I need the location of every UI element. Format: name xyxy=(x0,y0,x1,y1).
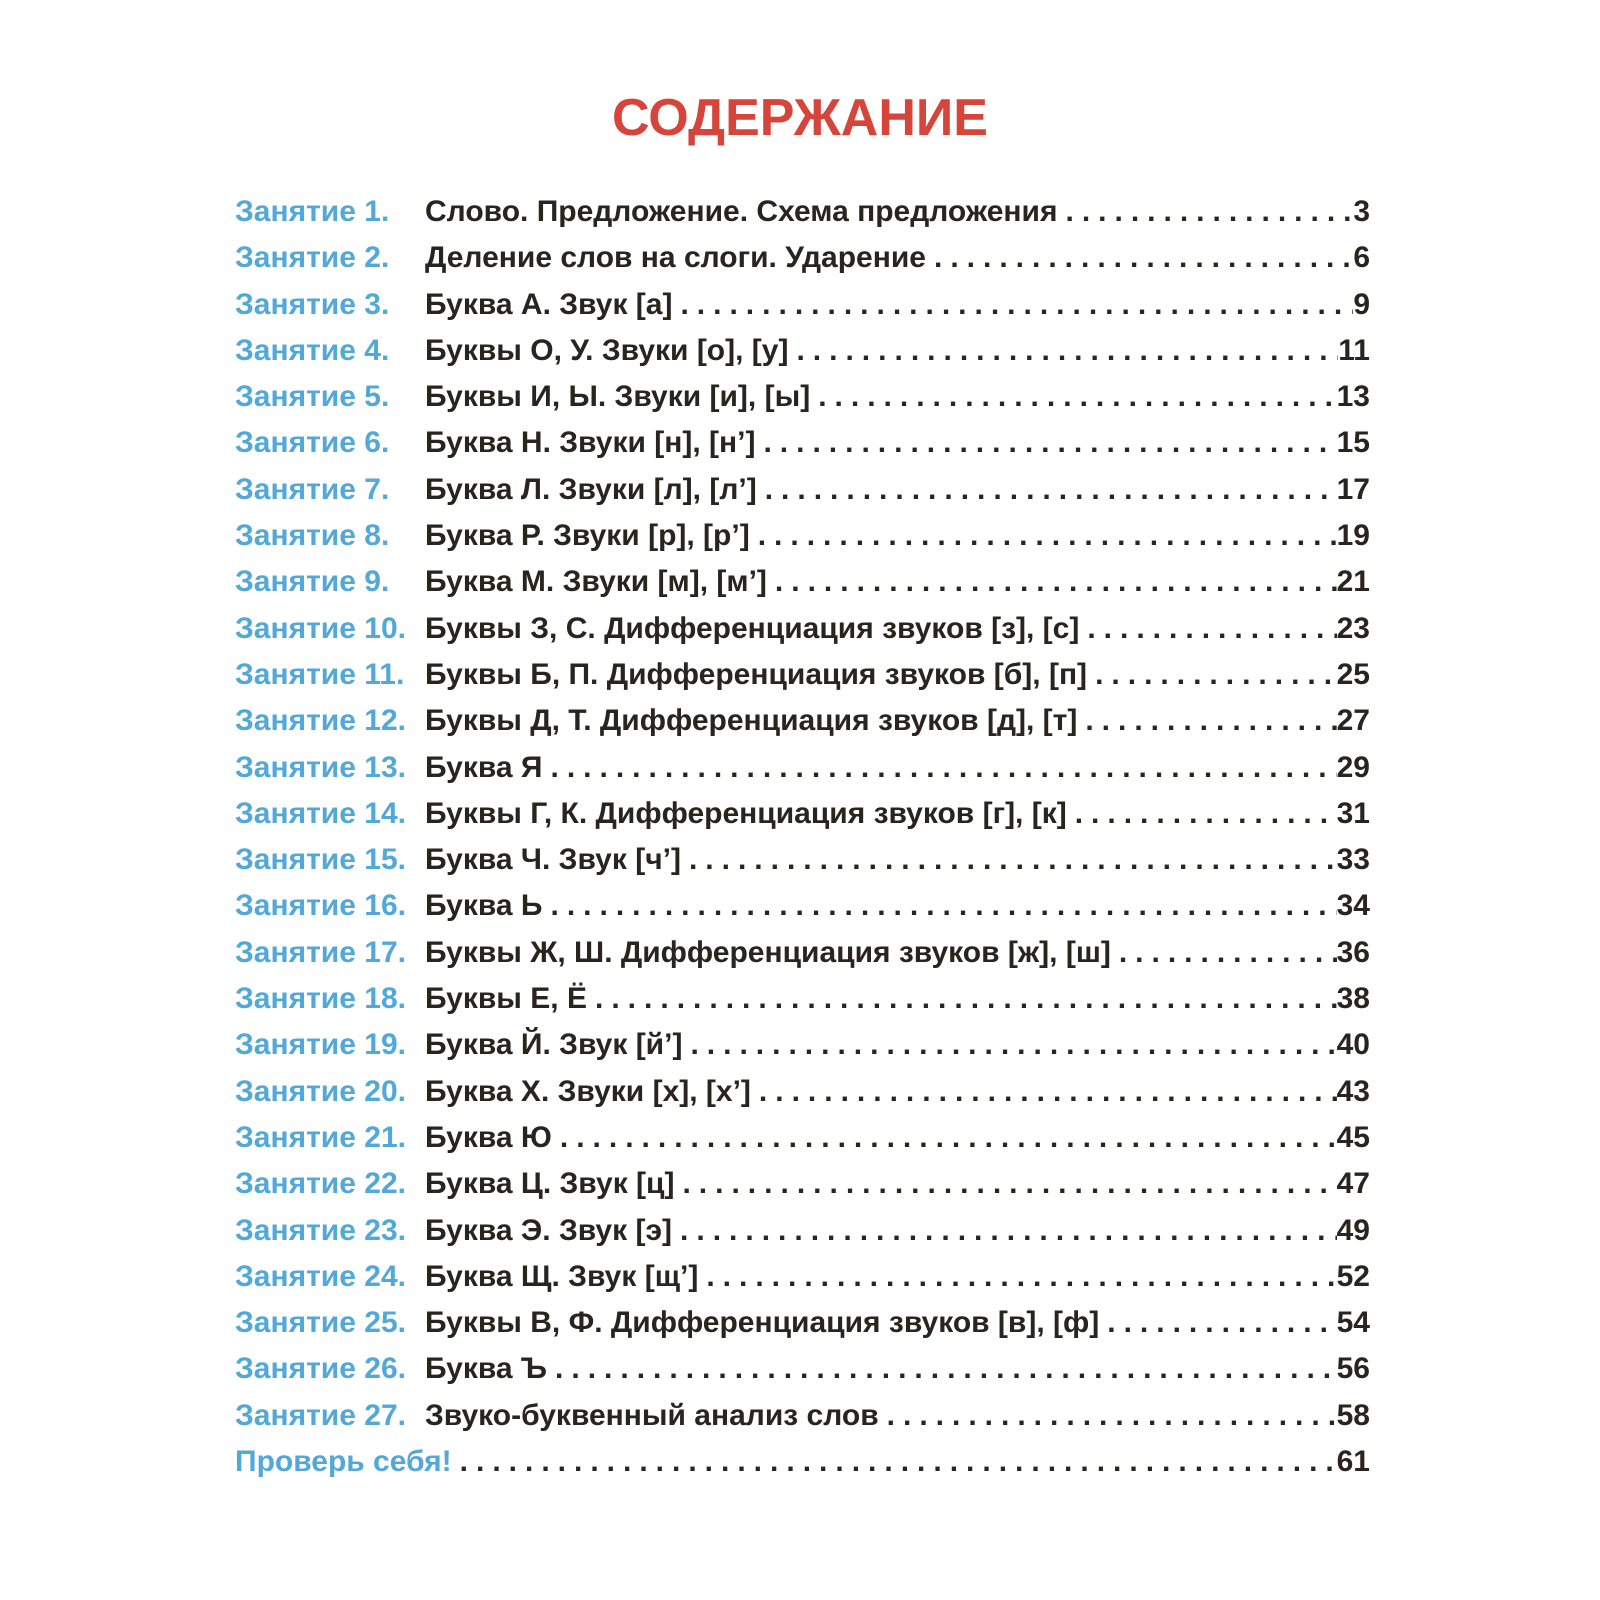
toc-entry-page: 61 xyxy=(1336,1445,1370,1479)
toc-dot-leader xyxy=(796,328,1338,374)
toc-entry-page: 43 xyxy=(1336,1074,1370,1108)
toc-dot-leader xyxy=(1087,606,1336,652)
toc-dot-leader xyxy=(1119,930,1337,976)
toc-dot-leader xyxy=(551,883,1337,929)
toc-dot-leader xyxy=(775,559,1337,605)
toc-entry xyxy=(235,1254,1370,1300)
toc-entry-title: Буква Н. Звуки [н], [н’] xyxy=(425,426,756,460)
toc-entry xyxy=(235,1069,1370,1115)
toc-entry-label: Занятие 6. xyxy=(235,426,390,460)
toc-entry xyxy=(235,1300,1370,1346)
toc-entry-title: Буква Р. Звуки [р], [р’] xyxy=(425,519,750,553)
toc-entry-title: Буквы Д, Т. Дифференциация звуков [д], [т] xyxy=(425,704,1078,738)
toc-dot-leader xyxy=(1075,791,1337,837)
toc-entry-page: 47 xyxy=(1336,1167,1370,1201)
toc-entry-title: Буквы И, Ы. Звуки [и], [ы] xyxy=(425,380,811,414)
toc-dot-leader xyxy=(763,420,1336,466)
toc-entry-label: Занятие 12. xyxy=(235,704,406,738)
toc-entry-label: Занятие 4. xyxy=(235,333,390,367)
toc-entry-title: Буквы Ж, Ш. Дифференциация звуков [ж], [ш] xyxy=(425,935,1111,969)
toc-entry-page: 45 xyxy=(1336,1120,1370,1154)
toc-entry-title: Буква Ю xyxy=(425,1120,552,1154)
toc-entry-page: 38 xyxy=(1336,982,1370,1016)
toc-entry-label: Занятие 16. xyxy=(235,889,406,923)
toc-entry-page: 23 xyxy=(1336,611,1370,645)
toc-entry-label: Занятие 1. xyxy=(235,195,390,228)
toc-dot-leader xyxy=(934,235,1353,281)
toc-entry-title: Буква Э. Звук [э] xyxy=(425,1213,673,1247)
toc-entry-label: Занятие 26. xyxy=(235,1352,406,1386)
toc-dot-leader xyxy=(689,837,1337,883)
toc-entry xyxy=(235,698,1370,744)
toc-entry-title: Буквы Г, К. Дифференциация звуков [г], [к] xyxy=(425,796,1067,830)
toc-entry xyxy=(235,745,1370,791)
toc-dot-leader xyxy=(560,1115,1337,1161)
toc-dot-leader xyxy=(460,1439,1337,1485)
toc-entry-label: Занятие 23. xyxy=(235,1213,406,1247)
toc-entry xyxy=(235,513,1370,559)
toc-dot-leader xyxy=(1085,698,1336,744)
toc-entry-title: Буквы Б, П. Дифференциация звуков [б], [п] xyxy=(425,657,1088,691)
toc-entry-label: Занятие 2. xyxy=(235,241,390,275)
toc-dot-leader xyxy=(758,513,1337,559)
toc-entry xyxy=(235,1439,1370,1485)
toc-dot-leader xyxy=(818,374,1336,420)
toc-entry-label: Занятие 18. xyxy=(235,982,406,1016)
toc-entry xyxy=(235,559,1370,605)
toc-entry-title: Буква Й. Звук [й’] xyxy=(425,1028,683,1062)
toc-entry-label: Занятие 21. xyxy=(235,1120,406,1154)
toc-entry xyxy=(235,837,1370,883)
toc-entry-title: Буква А. Звук [а] xyxy=(425,287,673,321)
toc-entry-page: 11 xyxy=(1338,333,1370,367)
toc-entry-page: 33 xyxy=(1336,843,1370,877)
toc-dot-leader xyxy=(887,1393,1337,1439)
toc-entry-page: 27 xyxy=(1336,704,1370,738)
toc-entry-page: 49 xyxy=(1336,1213,1370,1247)
toc-entry xyxy=(235,467,1370,513)
toc-entry xyxy=(235,189,1370,235)
toc-entry-page: 15 xyxy=(1336,426,1370,460)
toc-entry-title: Буквы В, Ф. Дифференциация звуков [в], [ф] xyxy=(425,1306,1100,1340)
toc-entry-label: Занятие 11. xyxy=(235,657,405,691)
toc-entry-title: Буква Щ. Звук [щ’] xyxy=(425,1259,699,1293)
toc-entry-label: Занятие 8. xyxy=(235,519,390,553)
toc-entry-title: Буква Ц. Звук [ц] xyxy=(425,1167,675,1201)
toc-dot-leader xyxy=(682,1161,1336,1207)
toc-entry-label: Занятие 27. xyxy=(235,1398,406,1432)
toc-entry-title: Буква Я xyxy=(425,750,543,784)
toc-entry-title: Буквы З, С. Дифференциация звуков [з], [с] xyxy=(425,611,1080,645)
toc-entry-title: Деление слов на слоги. Ударение xyxy=(425,241,926,275)
toc-dot-leader xyxy=(765,467,1337,513)
toc-entry-page: 3 xyxy=(1353,195,1370,228)
toc-entry xyxy=(235,976,1370,1022)
toc-entry-title: Звуко-буквенный анализ слов xyxy=(425,1398,879,1432)
toc-entry xyxy=(235,1022,1370,1068)
toc-dot-leader xyxy=(1107,1300,1336,1346)
toc-entry xyxy=(235,420,1370,466)
toc-entry-title: Буквы О, У. Звуки [о], [у] xyxy=(425,333,789,367)
toc-entry-page: 54 xyxy=(1336,1306,1370,1340)
toc-entry xyxy=(235,1161,1370,1207)
toc-entry xyxy=(235,282,1370,328)
toc-entry-page: 6 xyxy=(1353,241,1370,275)
toc-entry-title: Буква Ь xyxy=(425,889,543,923)
toc-entry-title: Буквы Е, Ё xyxy=(425,982,588,1016)
toc-entry xyxy=(235,328,1370,374)
toc-entry-page: 9 xyxy=(1353,287,1370,321)
toc-dot-leader xyxy=(680,1208,1337,1254)
toc-entry-label: Занятие 19. xyxy=(235,1028,406,1062)
toc-entry-label: Занятие 9. xyxy=(235,565,390,599)
toc-entry-title: Буква Л. Звуки [л], [л’] xyxy=(425,472,757,506)
toc-entry-page: 31 xyxy=(1336,796,1370,830)
toc-dot-leader xyxy=(551,745,1337,791)
toc-entry xyxy=(235,1115,1370,1161)
toc-entry-page: 17 xyxy=(1336,472,1370,506)
toc-entry xyxy=(235,791,1370,837)
toc-entry-title: Слово. Предложение. Схема предложения xyxy=(425,195,1058,228)
toc-list xyxy=(235,189,1370,1485)
toc-entry xyxy=(235,374,1370,420)
toc-entry xyxy=(235,1208,1370,1254)
toc-entry-page: 40 xyxy=(1336,1028,1370,1062)
toc-entry-page: 58 xyxy=(1336,1398,1370,1432)
toc-dot-leader xyxy=(555,1346,1337,1392)
toc-entry-label: Занятие 13. xyxy=(235,750,406,784)
toc-dot-leader xyxy=(759,1069,1337,1115)
toc-entry-page: 56 xyxy=(1336,1352,1370,1386)
toc-entry-page: 29 xyxy=(1336,750,1370,784)
toc-entry-label: Занятие 17. xyxy=(235,935,406,969)
toc-entry-title: Буква М. Звуки [м], [м’] xyxy=(425,565,767,599)
toc-entry-label: Занятие 15. xyxy=(235,843,406,877)
toc-dot-leader xyxy=(595,976,1337,1022)
toc-entry xyxy=(235,1393,1370,1439)
toc-dot-leader xyxy=(706,1254,1336,1300)
toc-entry xyxy=(235,883,1370,929)
page-title: СОДЕРЖАНИЕ xyxy=(612,89,988,147)
toc-entry xyxy=(235,1346,1370,1392)
toc-entry-title: Буква Х. Звуки [х], [х’] xyxy=(425,1074,751,1108)
toc-entry-label: Занятие 20. xyxy=(235,1074,406,1108)
toc-entry-label: Проверь себя! xyxy=(235,1445,452,1479)
toc-entry-page: 52 xyxy=(1336,1259,1370,1293)
toc-entry-label: Занятие 10. xyxy=(235,611,406,645)
toc-entry-page: 21 xyxy=(1336,565,1370,599)
toc-entry-label: Занятие 5. xyxy=(235,380,390,414)
toc-entry-label: Занятие 24. xyxy=(235,1259,406,1293)
toc-entry-label: Занятие 22. xyxy=(235,1167,406,1201)
toc-entry-page: 34 xyxy=(1336,889,1370,923)
toc-dot-leader xyxy=(1065,189,1353,235)
toc-entry-label: Занятие 7. xyxy=(235,472,390,506)
toc-entry-label: Занятие 14. xyxy=(235,796,406,830)
toc-entry-title: Буква Ъ xyxy=(425,1352,548,1386)
toc-entry-page: 25 xyxy=(1336,657,1370,691)
toc-dot-leader xyxy=(690,1022,1336,1068)
toc-entry-page: 13 xyxy=(1336,380,1370,414)
toc-entry xyxy=(235,930,1370,976)
toc-dot-leader xyxy=(1095,652,1337,698)
toc-entry xyxy=(235,606,1370,652)
toc-entry-page: 19 xyxy=(1336,519,1370,553)
toc-entry-title: Буква Ч. Звук [ч’] xyxy=(425,843,681,877)
toc-entry-label: Занятие 25. xyxy=(235,1306,406,1340)
toc-entry xyxy=(235,652,1370,698)
toc-entry-label: Занятие 3. xyxy=(235,287,390,321)
toc-dot-leader xyxy=(680,282,1353,328)
toc-entry xyxy=(235,235,1370,281)
toc-entry-page: 36 xyxy=(1336,935,1370,969)
